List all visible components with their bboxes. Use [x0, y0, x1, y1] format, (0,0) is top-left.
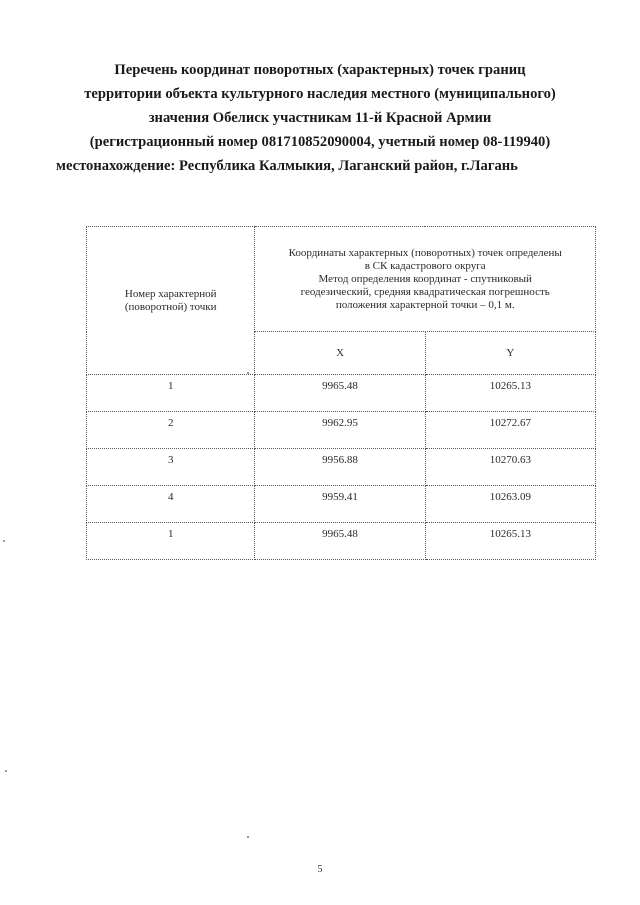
- x-value-cell: 9956.88: [255, 449, 425, 486]
- point-number-cell: 4: [87, 486, 255, 523]
- point-number-header-line-1: Номер характерной: [124, 287, 217, 300]
- document-heading: [40, 58, 600, 178]
- point-number-header: [87, 227, 255, 375]
- y-value-cell: 10265.13: [425, 523, 595, 560]
- x-value-cell: 9959.41: [255, 486, 425, 523]
- point-number-header-line-2: (поворотной) точки: [124, 300, 217, 313]
- coordinates-header-line-4: геодезический, средняя квадратическая погрешность: [300, 285, 550, 298]
- heading-line-5: местонахождение: Республика Калмыкия, Лаганский район, г.Лагань: [56, 158, 518, 174]
- point-number-cell: 1: [87, 523, 255, 560]
- coordinates-header-line-3: Метод определения координат - спутниковый: [318, 272, 532, 285]
- y-value-cell: 10263.09: [425, 486, 595, 523]
- y-value-cell: 10270.63: [425, 449, 595, 486]
- coordinates-header-line-2: в СК кадастрового округа: [364, 259, 486, 272]
- heading-line-1: Перечень координат поворотных (характерных) точек границ: [114, 62, 526, 78]
- x-value-cell: 9962.95: [255, 412, 425, 449]
- heading-line-4: (регистрационный номер 081710852090004, учетный номер 08-119940): [89, 134, 551, 150]
- x-value-cell: 9965.48: [255, 523, 425, 560]
- scan-speck: [3, 540, 5, 542]
- coordinates-header-line-5: положения характерной точки – 0,1 м.: [335, 298, 515, 311]
- heading-line-2: территории объекта культурного наследия местного (муниципального): [84, 86, 556, 102]
- scan-speck: [247, 372, 249, 374]
- scan-speck: [5, 770, 7, 772]
- point-number-cell: 3: [87, 449, 255, 486]
- table-row: [87, 523, 596, 560]
- x-column-header: X: [255, 332, 425, 375]
- table-row: [87, 412, 596, 449]
- x-value-cell: 9965.48: [255, 375, 425, 412]
- point-number-cell: 2: [87, 412, 255, 449]
- y-value-cell: 10265.13: [425, 375, 595, 412]
- coordinates-header: [255, 227, 596, 332]
- scan-speck: [247, 836, 249, 838]
- point-number-cell: 1: [87, 375, 255, 412]
- table-row: [87, 486, 596, 523]
- table-row: [87, 449, 596, 486]
- y-column-header: Y: [425, 332, 595, 375]
- page-number: 5: [317, 864, 323, 875]
- coordinates-table: [86, 226, 596, 560]
- table-row: [87, 375, 596, 412]
- y-value-cell: 10272.67: [425, 412, 595, 449]
- heading-line-3: значения Обелиск участникам 11-й Красной Армии: [148, 110, 492, 126]
- coordinates-header-line-1: Координаты характерных (поворотных) точек определены: [288, 246, 562, 259]
- table-header-row: [87, 227, 596, 332]
